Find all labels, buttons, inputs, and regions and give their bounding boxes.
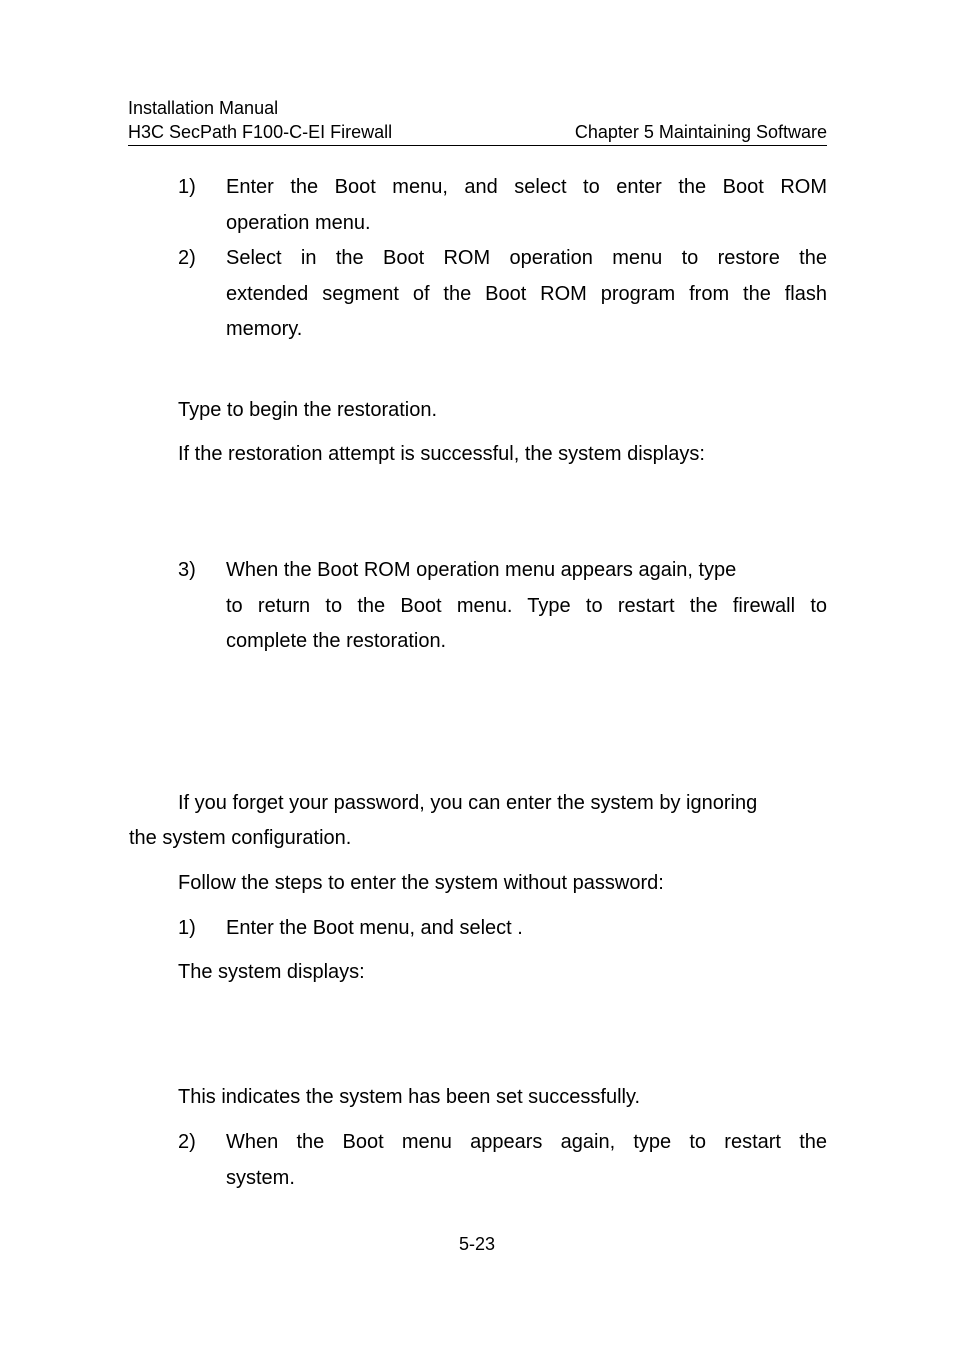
list-number: 2) — [178, 1131, 196, 1153]
list-text-line: to return to the Boot menu. Type to restart the firewall to — [226, 594, 827, 617]
list-text-line: Enter the Boot menu, and select . — [226, 917, 523, 939]
list-text-line: operation menu. — [226, 211, 371, 234]
header-manual-title: Installation Manual — [128, 98, 279, 118]
list-number: 1) — [178, 917, 196, 939]
list-number: 1) — [178, 176, 196, 198]
paragraph: the system configuration. — [129, 827, 352, 849]
list-text-line: complete the restoration. — [226, 630, 447, 652]
paragraph: If you forget your password, you can enter the system by ignoring — [178, 792, 758, 814]
page-number: 5-23 — [458, 1234, 496, 1254]
list-text-line: Select in the Boot ROM operation menu to restore the — [226, 247, 827, 269]
list-item — [178, 170, 827, 241]
list-text-line: When the Boot menu appears again, type to restart the — [226, 1131, 827, 1153]
list-item — [178, 911, 827, 947]
list-item — [178, 241, 827, 348]
header-product-name: H3C SecPath F100-C-EI Firewall — [128, 122, 393, 142]
page-header — [128, 96, 827, 146]
list-item — [178, 553, 827, 660]
paragraph: If the restoration attempt is successful, the system displays: — [178, 443, 705, 465]
list-text-line: Enter the Boot menu, and select to enter the Boot ROM — [226, 176, 827, 198]
list-text-line: memory. — [226, 318, 303, 340]
list-text-line: When the Boot ROM operation menu appears again, type — [226, 559, 737, 581]
paragraph: This indicates the system has been set successfully. — [178, 1086, 641, 1108]
paragraph: Type to begin the restoration. — [178, 399, 438, 421]
paragraph: The system displays: — [178, 961, 365, 983]
list-text-line: system. — [226, 1166, 295, 1189]
list-number: 3) — [178, 559, 196, 581]
list-item — [178, 1125, 827, 1196]
list-text-line: extended segment of the Boot ROM program from the flash — [226, 282, 827, 305]
header-chapter-title: Chapter 5 Maintaining Software — [574, 122, 827, 142]
paragraph: Follow the steps to enter the system without password: — [178, 872, 664, 894]
list-number: 2) — [178, 247, 196, 269]
